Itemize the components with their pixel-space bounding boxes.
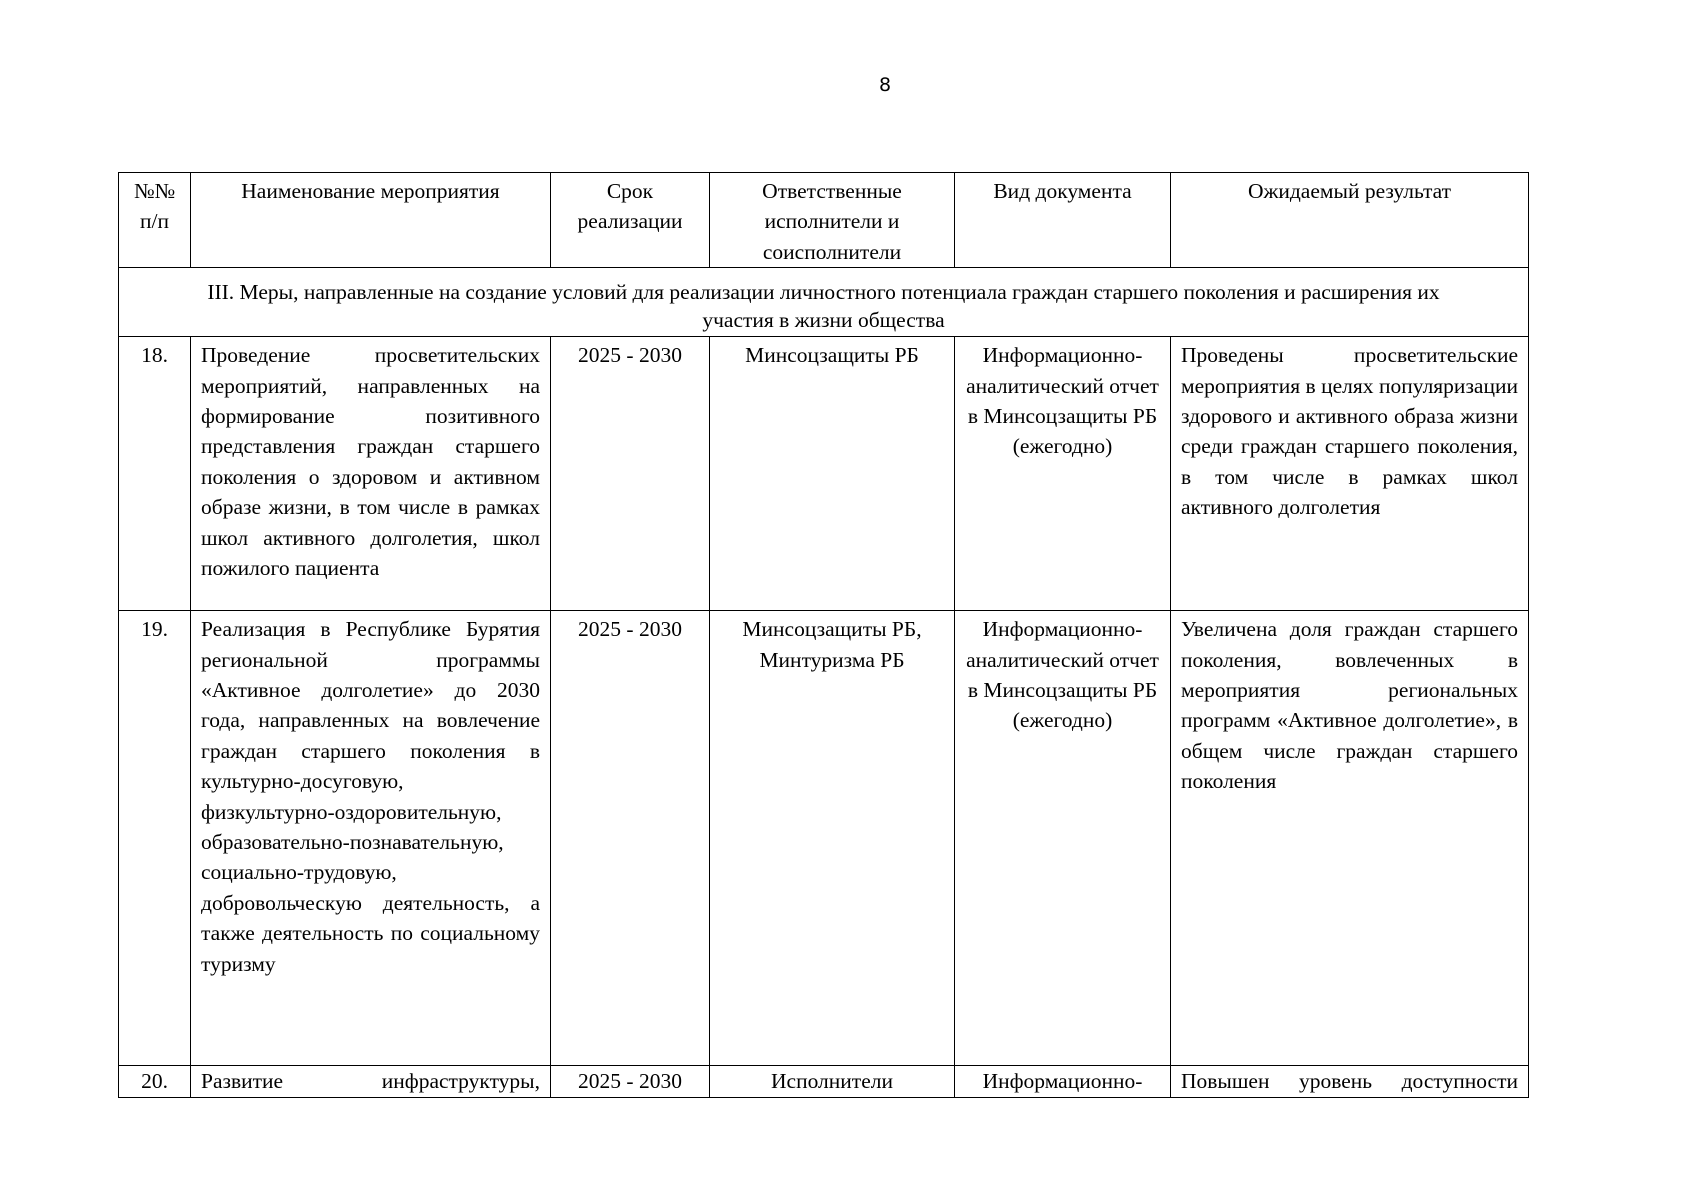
page-number: 8 — [878, 74, 892, 96]
header-num: №№ п/п — [119, 173, 191, 268]
row-responsible: Минсоцзащиты РБ, Минтуризма РБ — [710, 611, 955, 1066]
row-responsible: Минсоцзащиты РБ — [710, 337, 955, 611]
row-term: 2025 - 2030 — [551, 337, 710, 611]
row-name: Развитие инфраструктуры, — [191, 1066, 551, 1097]
table-row — [119, 337, 1529, 611]
row-term: 2025 - 2030 — [551, 1066, 710, 1097]
table-header-row — [119, 173, 1529, 268]
header-doc-type: Вид документа — [955, 173, 1171, 268]
row-name: Реализация в Республике Бурятия региональной программы «Активное долголетие» до 2030 года, направленных на вовлечение граждан старшего поколения в культурно-досуговую, физкультурно-оздоровительную, образовательно-познавательную, социально-трудовую, добровольческую деятельность, а также деятельность по социальному туризму — [191, 611, 551, 1066]
row-num: 19. — [119, 611, 191, 1066]
row-doc-type: Информационно- — [955, 1066, 1171, 1097]
row-result: Проведены просветительские мероприятия в целях популяризации здорового и активного образа жизни среди граждан старшего поколения, в том числе в рамках школ активного долголетия — [1171, 337, 1529, 611]
header-name: Наименование мероприятия — [191, 173, 551, 268]
row-num: 18. — [119, 337, 191, 611]
row-result: Повышен уровень доступности — [1171, 1066, 1529, 1097]
header-term: Срок реализации — [551, 173, 710, 268]
row-doc-type: Информационно-аналитический отчет в Минсоцзащиты РБ (ежегодно) — [955, 337, 1171, 611]
section-title: III. Меры, направленные на создание условий для реализации личностного потенциала граждан старшего поколения и расширения их участия в жизни общества — [119, 268, 1529, 337]
measures-table — [118, 172, 1529, 1098]
row-name: Проведение просветительских мероприятий, направленных на формирование позитивного представления граждан старшего поколения о здоровом и активном образе жизни, в том числе в рамках школ активного долголетия, школ пожилого пациента — [191, 337, 551, 611]
row-doc-type: Информационно-аналитический отчет в Минсоцзащиты РБ (ежегодно) — [955, 611, 1171, 1066]
section-row — [119, 268, 1529, 337]
row-responsible: Исполнители — [710, 1066, 955, 1097]
header-responsible: Ответственные исполнители и соисполнители — [710, 173, 955, 268]
header-result: Ожидаемый результат — [1171, 173, 1529, 268]
row-term: 2025 - 2030 — [551, 611, 710, 1066]
row-num: 20. — [119, 1066, 191, 1097]
table-row — [119, 1066, 1529, 1097]
table-row — [119, 611, 1529, 1066]
row-result: Увеличена доля граждан старшего поколения, вовлеченных в мероприятия региональных программ «Активное долголетие», в общем числе граждан старшего поколения — [1171, 611, 1529, 1066]
